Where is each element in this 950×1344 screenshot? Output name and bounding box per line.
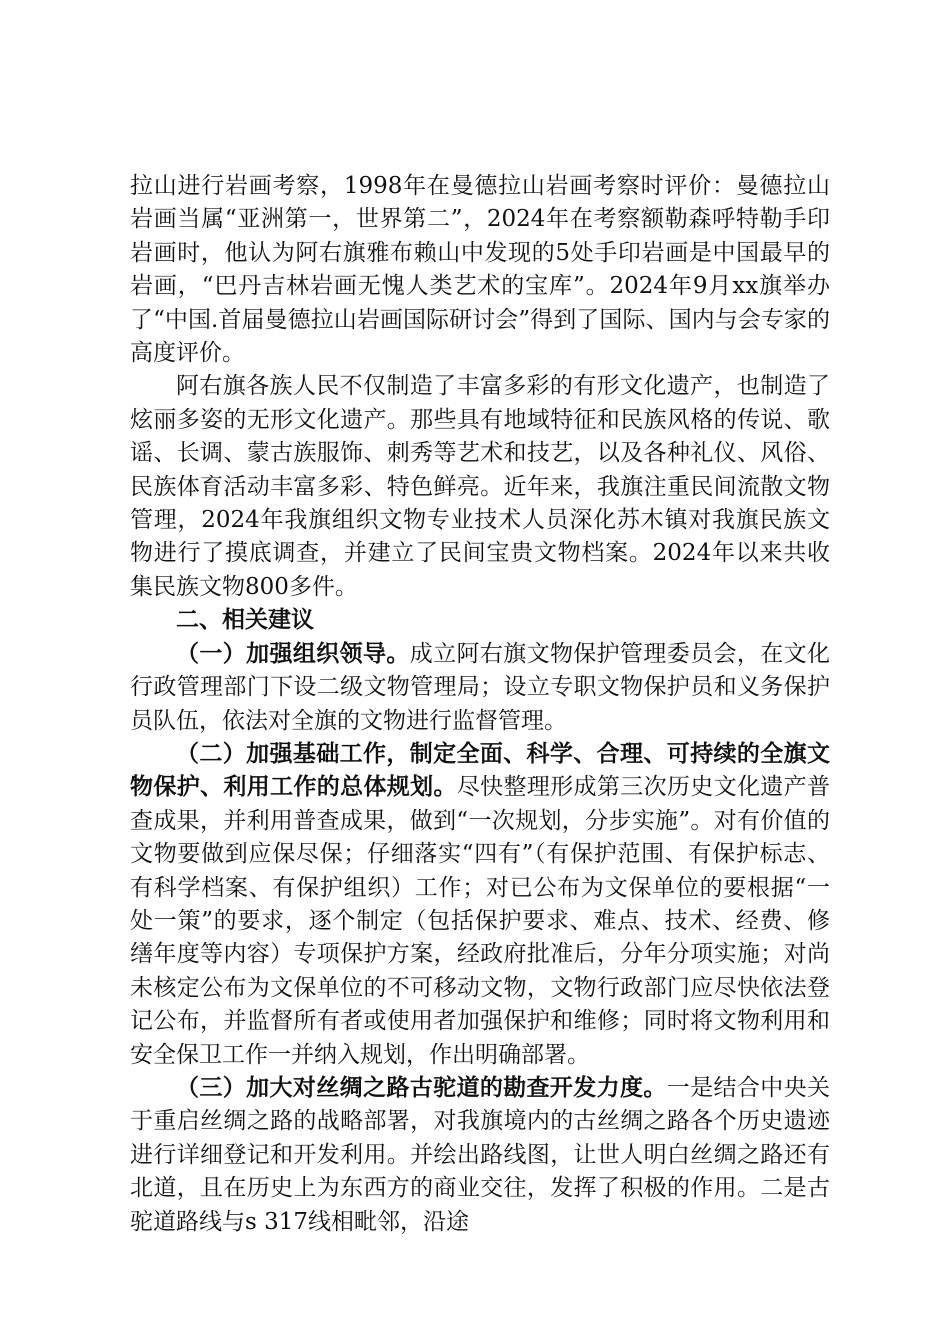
suggestion-item-2-lead: （二）加强基础工作，制定全面、科学、合理、可持续的全旗文物保护、利用工作的总体规划。 bbox=[130, 740, 830, 801]
suggestion-item-3-body: 一是结合中央关于重启丝绸之路的战略部署，对我旗境内的古丝绸之路各个历史遗迹进行详细登记和开发利用。并绘出路线图，让世人明白丝绸之路还有北道，且在历史上为东西方的商业交往，发挥了积极的作用。二是古驼道路线与s 317线相毗邻，沿途 bbox=[130, 1074, 831, 1235]
suggestion-item-3-lead: （三）加大对丝绸之路古驼道的勘查开发力度。 bbox=[176, 1074, 667, 1101]
document-body bbox=[130, 170, 830, 1239]
suggestion-item-2 bbox=[130, 738, 830, 1072]
paragraph-intangible-heritage: 阿右旗各族人民不仅制造了丰富多彩的有形文化遗产，也制造了炫丽多姿的无形文化遗产。那些具有地域特征和民族风格的传说、歌谣、长调、蒙古族服饰、刺秀等艺术和技艺，以及各种礼仪、风俗、民族体育活动丰富多彩、特色鲜亮。近年来，我旗注重民间流散文物管理，2024年我旗组织文物专业技术人员深化苏木镇对我旗民族文物进行了摸底调查，并建立了民间宝贵文物档案。2024年以来共收集民族文物800多件。 bbox=[130, 373, 830, 600]
suggestion-item-3 bbox=[130, 1072, 830, 1239]
suggestion-item-2-body: 尽快整理形成第三次历史文化遗产普查成果，并利用普查成果，做到“一次规划，分步实施”。对有价值的文物要做到应保尽保；仔细落实“四有”（有保护范围、有保护标志、有科学档案、有保护组织）工作；对已公布为文保单位的要根据“一处一策”的要求，逐个制定（包括保护要求、难点、技术、经费、修缮年度等内容）专项保护方案，经政府批准后，分年分项实施；对尚未核定公布为文保单位的不可移动文物，文物行政部门应尽快依法登记公布，并监督所有者或使用者加强保护和维修；同时将文物利用和安全保卫工作一并纳入规划，作出明确部署。 bbox=[130, 774, 831, 1068]
suggestion-item-1-body: 成立阿右旗文物保护管理委员会，在文化行政管理部门下设二级文物管理局；设立专职文物保护员和义务保护员队伍，依法对全旗的文物进行监督管理。 bbox=[130, 640, 831, 734]
section-heading-suggestions: 二、相关建议 bbox=[176, 607, 314, 634]
paragraph-rock-art-evaluation: 拉山进行岩画考察，1998年在曼德拉山岩画考察时评价：曼德拉山岩画当属“亚洲第一，世界第二”，2024年在考察额勒森呼特勒手印岩画时，他认为阿右旗雅布赖山中发现的5处手印岩画是中国最早的岩画，“巴丹吉林岩画无愧人类艺术的宝库”。2024年9月xx旗举办了“中国.首届曼德拉山岩画国际研讨会”得到了国际、国内与会专家的高度评价。 bbox=[130, 173, 830, 367]
suggestion-item-1 bbox=[130, 638, 830, 738]
suggestion-item-1-lead: （一）加强组织领导。 bbox=[176, 640, 410, 667]
